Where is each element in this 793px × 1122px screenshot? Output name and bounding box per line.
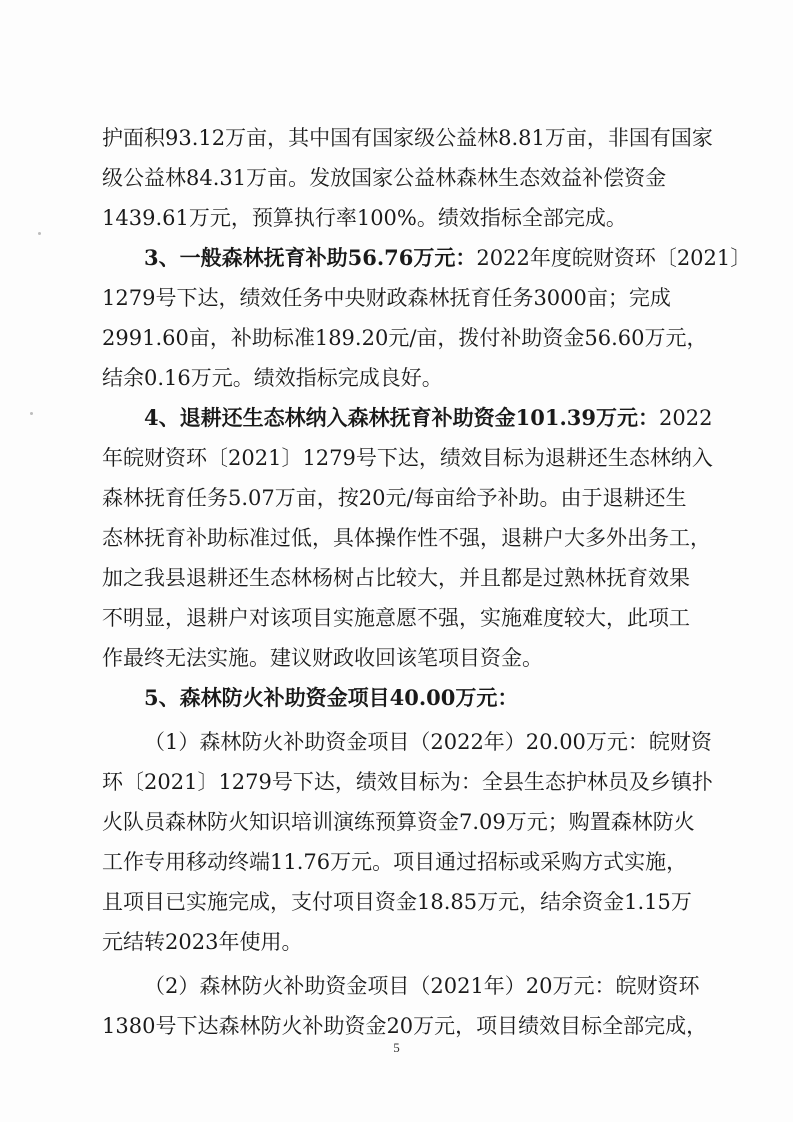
section-5-heading: 5、森林防火补助资金项目40.00万元：	[144, 685, 519, 710]
paragraph-line: 火队员森林防火知识培训演练预算资金7.09万元；购置森林防火	[102, 810, 695, 834]
section-3-heading-line	[102, 238, 752, 278]
paragraph-line: 不明显，退耕户对该项目实施意愿不强，实施难度较大，此项工	[102, 606, 690, 630]
paragraph-line: 2991.60亩，补助标准189.20元/亩，拨付补助资金56.60万元，	[102, 326, 708, 350]
paragraph-line: 1439.61万元，预算执行率100%。绩效指标全部完成。	[102, 206, 627, 230]
paragraph-line: 加之我县退耕还生态林杨树占比较大，并且都是过熟林抚育效果	[102, 566, 690, 590]
paragraph-line: 森林抚育任务5.07万亩，按20元/每亩给予补助。由于退耕还生	[102, 486, 687, 510]
paragraph-line: 作最终无法实施。建议财政收回该笔项目资金。	[102, 646, 543, 670]
section-3-text: 2022年度皖财资环〔2021〕	[476, 246, 752, 270]
page-number: 5	[393, 1040, 400, 1055]
paragraph-line: （2）森林防火补助资金项目（2021年）20万元：皖财资环	[144, 974, 700, 998]
paragraph-line: 且项目已实施完成，支付项目资金18.85万元，结余资金1.15万	[102, 890, 692, 914]
paragraph-line: 结余0.16万元。绩效指标完成良好。	[102, 366, 443, 390]
section-3-heading: 3、一般森林抚育补助56.76万元：	[144, 245, 477, 270]
paragraph-line: 1380号下达森林防火补助资金20万元，项目绩效目标全部完成，	[102, 1014, 708, 1038]
section-5-heading-line	[102, 678, 700, 718]
paragraph-line: （1）森林防火补助资金项目（2022年）20.00万元：皖财资	[144, 730, 712, 754]
scan-speck	[38, 232, 41, 235]
paragraph-line: 态林抚育补助标准过低，具体操作性不强，退耕户大多外出务工，	[102, 526, 711, 550]
document-body	[102, 118, 752, 1046]
paragraph-line: 1279号下达，绩效任务中央财政森林抚育任务3000亩；完成	[102, 286, 671, 310]
paragraph-line: 护面积93.12万亩，其中国有国家级公益林8.81万亩，非国有国家	[102, 126, 713, 150]
paragraph-line: 级公益林84.31万亩。发放国家公益林森林生态效益补偿资金	[102, 166, 667, 190]
paragraph-line: 年皖财资环〔2021〕1279号下达，绩效目标为退耕还生态林纳入	[102, 446, 713, 470]
scan-speck	[30, 412, 33, 415]
paragraph-line: 工作专用移动终端11.76万元。项目通过招标或采购方式实施，	[102, 850, 688, 874]
paragraph-line: 元结转2023年使用。	[102, 930, 303, 954]
paragraph-line: 环〔2021〕1279号下达，绩效目标为：全县生态护林员及乡镇扑	[102, 770, 713, 794]
section-4-heading-line	[102, 398, 713, 438]
section-4-text: 2022	[658, 406, 713, 430]
section-4-heading: 4、退耕还生态林纳入森林抚育补助资金101.39万元：	[144, 405, 659, 430]
